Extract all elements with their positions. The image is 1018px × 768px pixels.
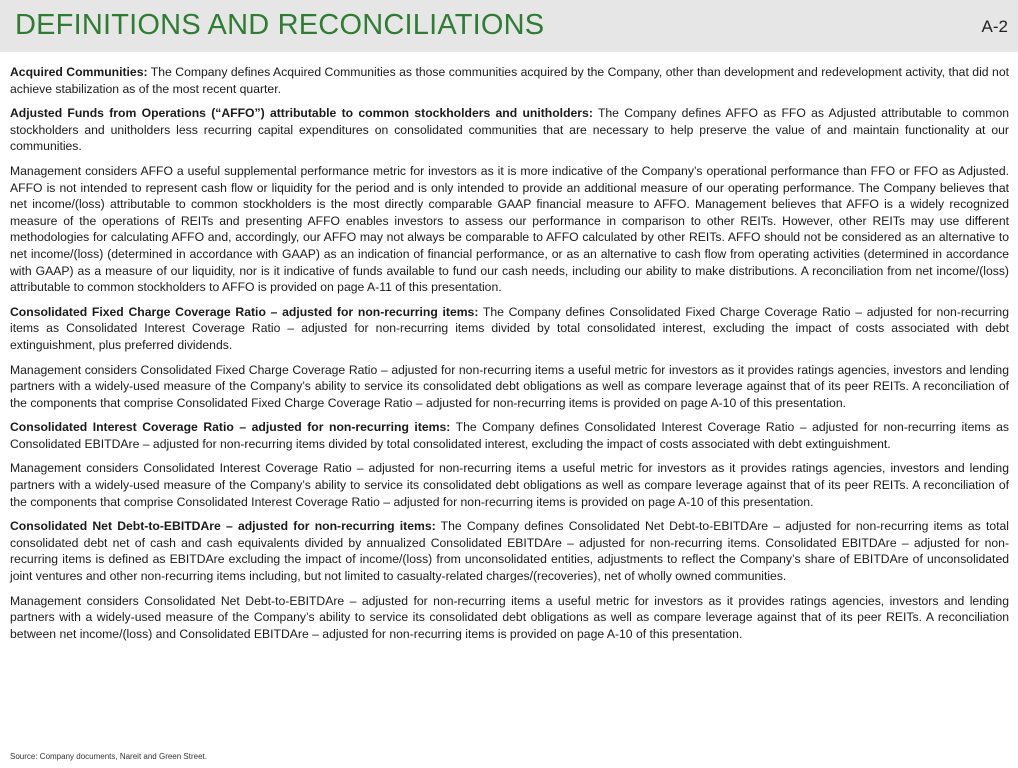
definition-term: Consolidated Net Debt-to-EBITDAre – adjusted for non-recurring items:	[10, 519, 436, 534]
net-debt-management-paragraph	[10, 593, 1009, 643]
definition-term: Acquired Communities:	[10, 65, 148, 79]
definition-fixed-charge-coverage	[10, 304, 1009, 354]
definition-term: Consolidated Interest Coverage Ratio – adjusted for non-recurring items:	[10, 420, 451, 435]
paragraph-text: Management considers AFFO a useful supplemental performance metric for investors as it is more indicative of the Company’s operational performance than FFO or FFO as Adjusted. AFFO is not intended to represent cash flow or liquidity for the period and is only intended to provide an additional measure of our operating performance. The Company believes that net income/(loss) attributable to common stockholders is the most directly comparable GAAP financial measure to AFFO. Management believes that AFFO is a widely recognized measure of the operations of REITs and presenting AFFO enables investors to assess our performance in comparison to other REITs. However, other REITs may use different methodologies for calculating AFFO and, accordingly, our AFFO may not always be comparable to AFFO calculated by other REITs. AFFO should not be considered as an alternative to net income/(loss) (determined in accordance with GAAP) as an indication of financial performance, or as an alternative to cash flow from operating activities (determined in accordance with GAAP) as a measure of our liquidity, nor is it indicative of funds available to fund our cash needs, including our ability to make distributions. A reconciliation from net income/(loss) attributable to common stockholders to AFFO is provided on page A-11 of this presentation.	[10, 163, 1009, 295]
affo-management-paragraph	[10, 163, 1009, 296]
definition-text: The Company defines Consolidated Fixed Charge Coverage Ratio – adjusted for non-recurring items as Consolidated Interest Coverage Ratio – adjusted for non-recurring items divided by total consolidated interest, excluding the impact of costs associated with debt extinguishment, plus preferred dividends.	[10, 304, 1009, 352]
source-note: Source: Company documents, Nareit and Green Street.	[10, 752, 207, 761]
definition-acquired-communities	[10, 64, 1009, 97]
definitions-body	[10, 64, 1009, 650]
definition-text: The Company defines Consolidated Net Debt-to-EBITDAre – adjusted for non-recurring items as total consolidated debt net of cash and cash equivalents divided by annualized Consolidated EBITDAre – adjusted for non-recurring items. Consolidated EBITDAre – adjusted for non-recurring items is defined as EBITDAre excluding the impact of income/(loss) from unconsolidated entities, adjustments to reflect the Company’s share of EBITDAre of unconsolidated joint ventures and other non-recurring items including, but not limited to casualty-related charges/(recoveries), net of wholly owned communities.	[10, 519, 1009, 584]
paragraph-text: Management considers Consolidated Fixed Charge Coverage Ratio – adjusted for non-recurring items a useful metric for investors as it provides ratings agencies, investors and lending partners with a widely-used measure of the Company’s ability to service its consolidated debt obligations as well as compare leverage against that of its peer REITs. A reconciliation of the components that comprise Consolidated Fixed Charge Coverage Ratio – adjusted for non-recurring items is provided on page A-10 of this presentation.	[10, 362, 1009, 410]
page-header	[0, 0, 1018, 52]
fixed-charge-management-paragraph	[10, 362, 1009, 412]
paragraph-text: Management considers Consolidated Interest Coverage Ratio – adjusted for non-recurring items a useful metric for investors as it provides ratings agencies, investors and lending partners with a widely-used measure of the Company’s ability to service its consolidated debt obligations as well as compare leverage against that of its peer REITs. A reconciliation of the components that comprise Consolidated Interest Coverage Ratio – adjusted for non-recurring items is provided on page A-10 of this presentation.	[10, 461, 1009, 509]
page-title: DEFINITIONS AND RECONCILIATIONS	[15, 9, 545, 41]
definition-text: The Company defines Consolidated Interest Coverage Ratio – adjusted for non-recurring items as Consolidated EBITDAre – adjusted for non-recurring items divided by total consolidated interest, excluding the impact of costs associated with debt extinguishment.	[10, 420, 1009, 451]
definition-affo	[10, 105, 1009, 155]
definition-net-debt-to-ebitdare	[10, 518, 1009, 584]
page-number: A-2	[981, 17, 1008, 36]
paragraph-text: Management considers Consolidated Net Debt-to-EBITDAre – adjusted for non-recurring items a useful metric for investors as it provides ratings agencies, investors and lending partners with a widely-used measure of the Company’s ability to service its consolidated debt obligations as well as compare leverage against that of its peer REITs. A reconciliation between net income/(loss) and Consolidated EBITDAre – adjusted for non-recurring items is provided on page A-10 of this presentation.	[10, 593, 1009, 641]
definition-term: Adjusted Funds from Operations (“AFFO”) attributable to common stockholders and unitholders:	[10, 106, 593, 121]
definition-term: Consolidated Fixed Charge Coverage Ratio – adjusted for non-recurring items:	[10, 304, 479, 319]
definition-text: The Company defines AFFO as FFO as Adjusted attributable to common stockholders and unitholders less recurring capital expenditures on consolidated communities that are necessary to help preserve the value of and maintain functionality at our communities.	[10, 106, 1010, 154]
definition-interest-coverage	[10, 419, 1009, 452]
definition-text: The Company defines Acquired Communities as those communities acquired by the Company, other than development and redevelopment activity, that did not achieve stabilization as of the most recent quarter.	[10, 65, 1009, 96]
interest-coverage-management-paragraph	[10, 460, 1009, 510]
